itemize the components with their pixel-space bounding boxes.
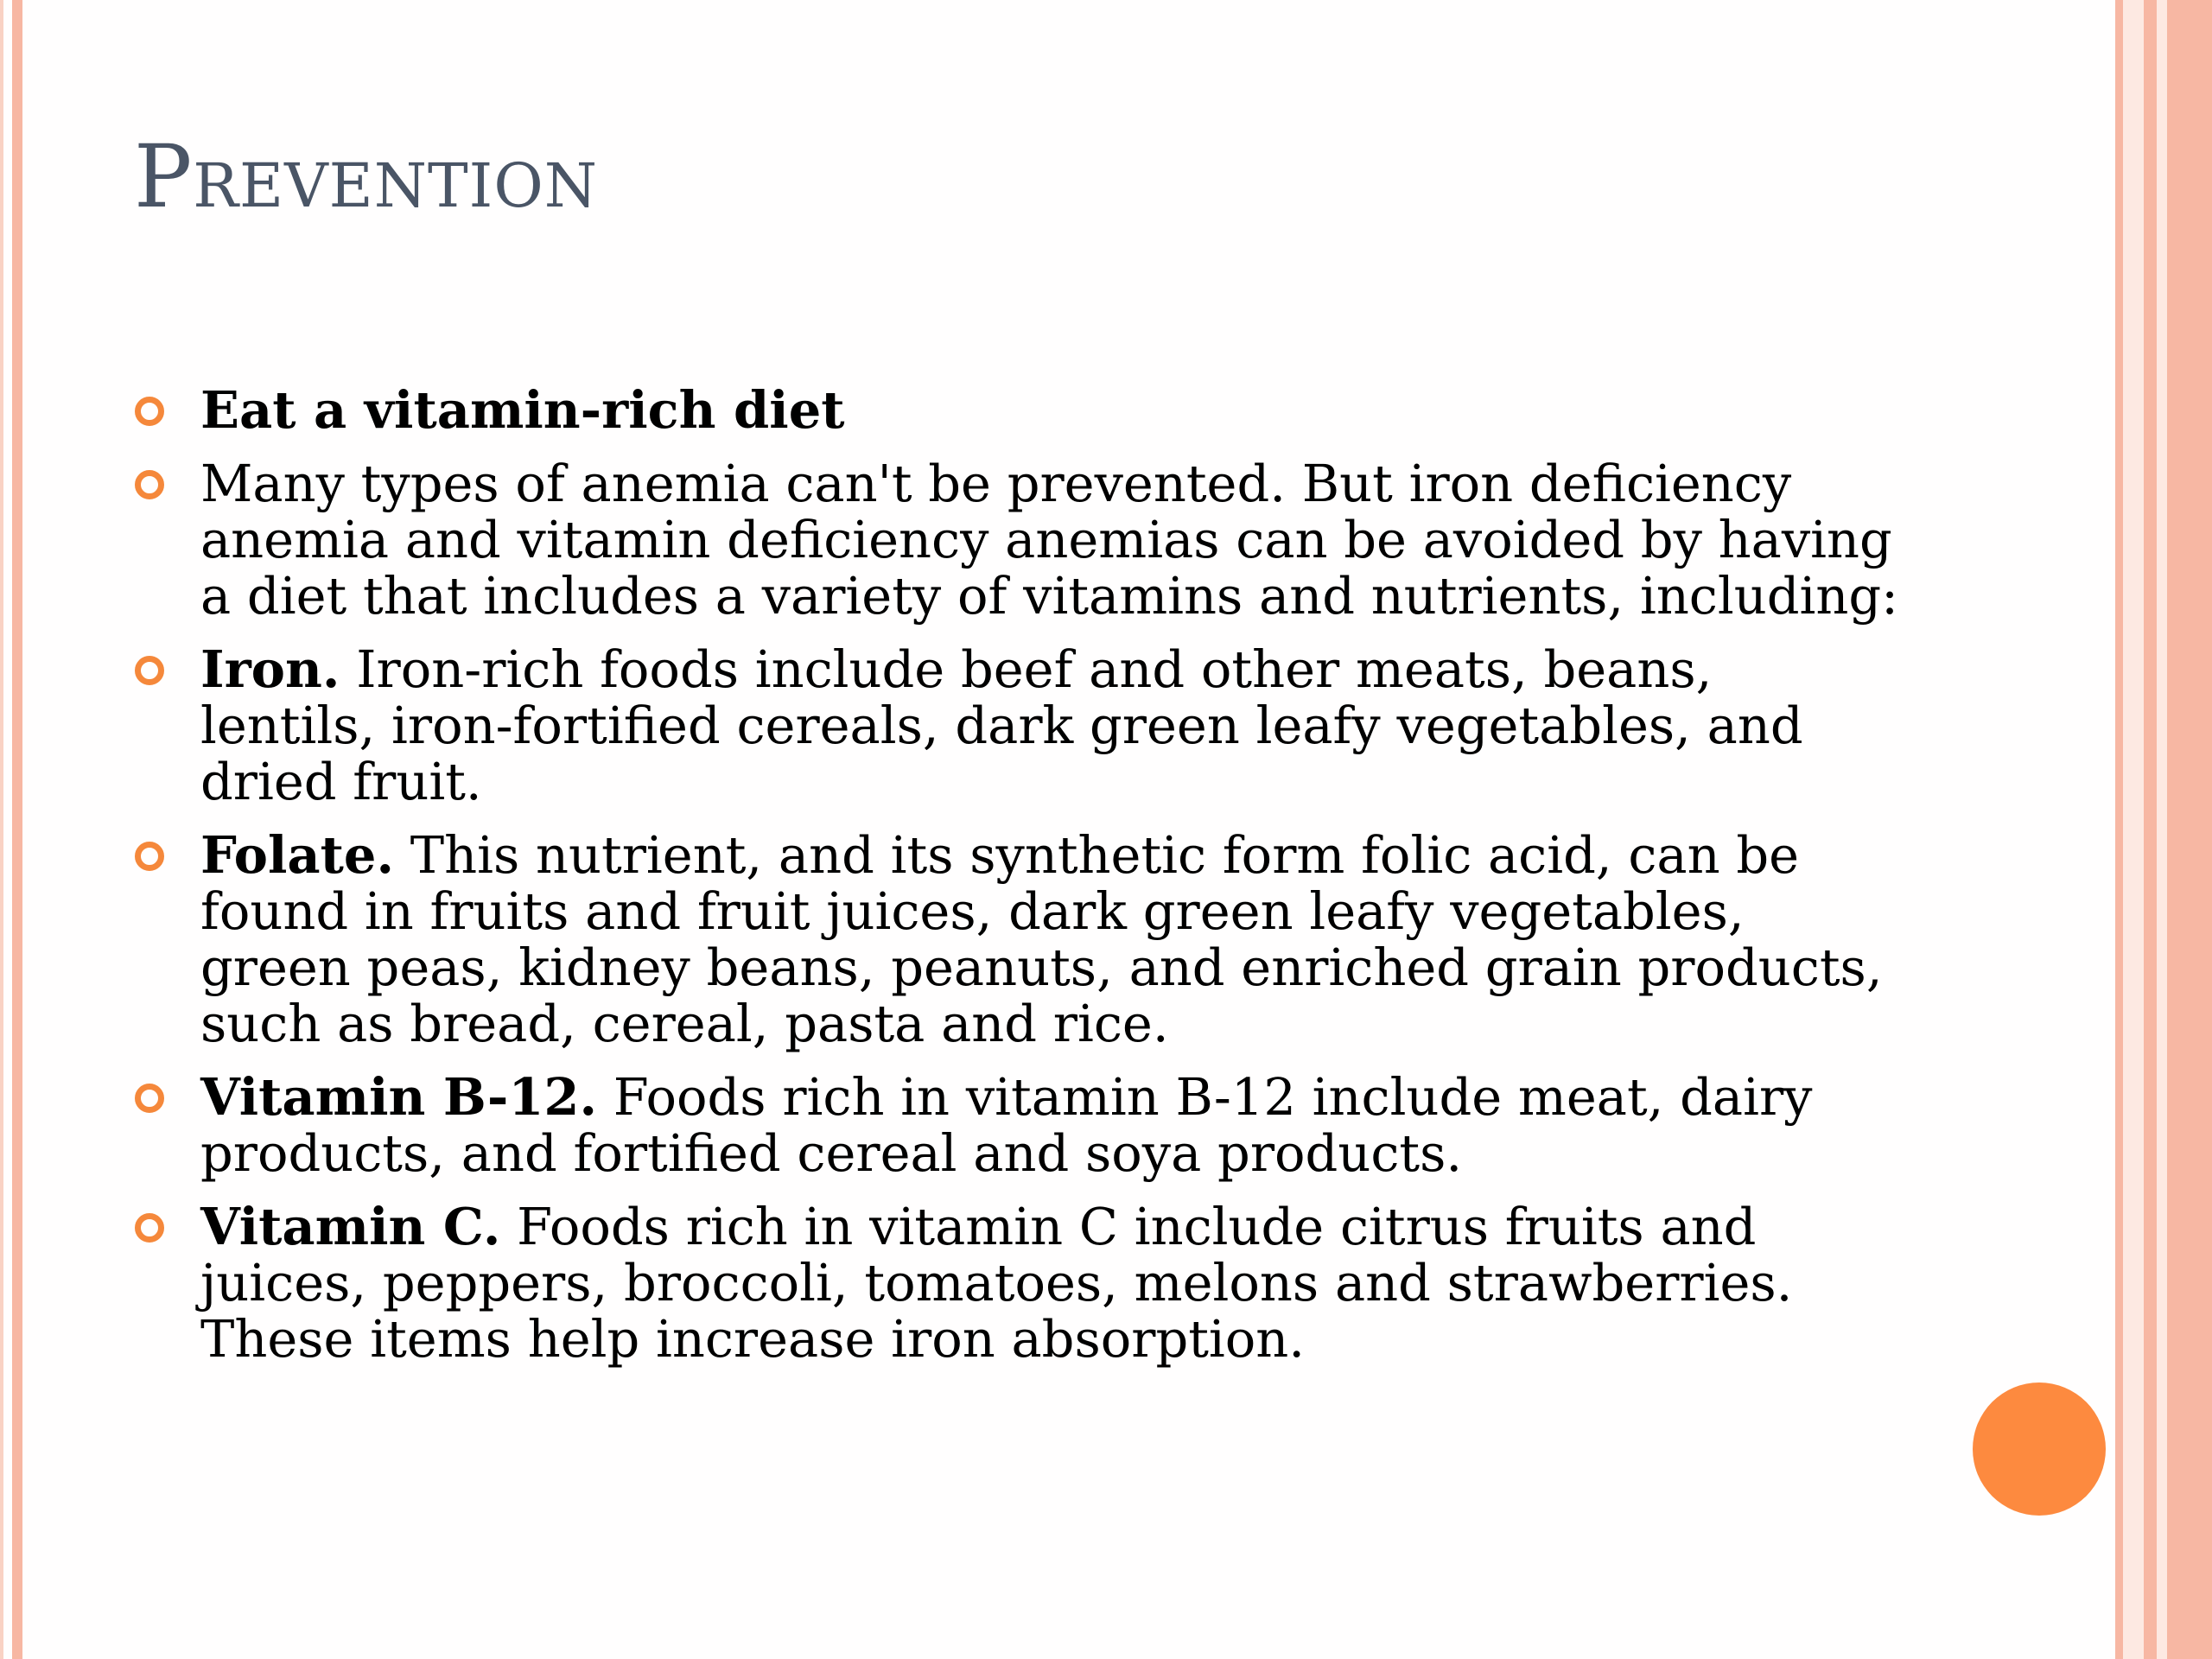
bullet-text: Many types of anemia can't be prevented. But iron deficiency anemia and vitamin deficiency anemias can be avoided by having a diet that includes a variety of vitamins and nutrients, including: bbox=[200, 454, 1899, 626]
bullet-text: This nutrient, and its synthetic form folic acid, can be found in fruits and fruit juices, dark green leafy vegetables, green peas, kidney beans, peanuts, and enriched grain products, such as bread, cereal, pasta and rice. bbox=[200, 825, 1883, 1053]
bullet-item bbox=[130, 827, 1901, 1052]
decorative-orange-circle bbox=[1973, 1382, 2106, 1516]
bullet-item bbox=[130, 1198, 1901, 1367]
right-border-stripe bbox=[2123, 0, 2144, 1659]
bullet-item bbox=[130, 1069, 1901, 1181]
left-border-band bbox=[12, 0, 22, 1659]
bullet-text: Iron-rich foods include beef and other meats, beans, lentils, iron-fortified cereals, dark green leafy vegetables, and dried fruit. bbox=[200, 639, 1803, 811]
bullet-text: Foods rich in vitamin C include citrus fruits and juices, peppers, broccoli, tomatoes, melons and strawberries. These items help increase iron absorption. bbox=[200, 1197, 1793, 1369]
bullet-text: Foods rich in vitamin B-12 include meat, dairy products, and fortified cereal and soya products. bbox=[200, 1067, 1813, 1183]
hollow-circle-bullet-icon bbox=[135, 397, 164, 426]
bullet-lead: Vitamin B-12. bbox=[200, 1067, 598, 1127]
right-border-stripe bbox=[2167, 0, 2212, 1659]
hollow-circle-bullet-icon bbox=[135, 842, 164, 871]
bullet-lead: Folate. bbox=[200, 825, 394, 885]
bullet-item bbox=[130, 455, 1901, 624]
bullet-item bbox=[130, 641, 1901, 810]
right-border-stripe bbox=[2115, 0, 2123, 1659]
left-border-line bbox=[0, 0, 3, 1659]
bullet-lead: Eat a vitamin-rich diet bbox=[200, 380, 845, 440]
bullet-item bbox=[130, 382, 1901, 438]
bullet-lead: Vitamin C. bbox=[200, 1197, 501, 1256]
hollow-circle-bullet-icon bbox=[135, 656, 164, 685]
hollow-circle-bullet-icon bbox=[135, 470, 164, 499]
slide-title: Prevention bbox=[134, 126, 598, 227]
right-border-stripe bbox=[2144, 0, 2157, 1659]
bullet-lead: Iron. bbox=[200, 639, 340, 699]
hollow-circle-bullet-icon bbox=[135, 1084, 164, 1113]
bullet-list bbox=[130, 382, 1901, 1384]
hollow-circle-bullet-icon bbox=[135, 1213, 164, 1243]
right-border-stripe bbox=[2157, 0, 2167, 1659]
